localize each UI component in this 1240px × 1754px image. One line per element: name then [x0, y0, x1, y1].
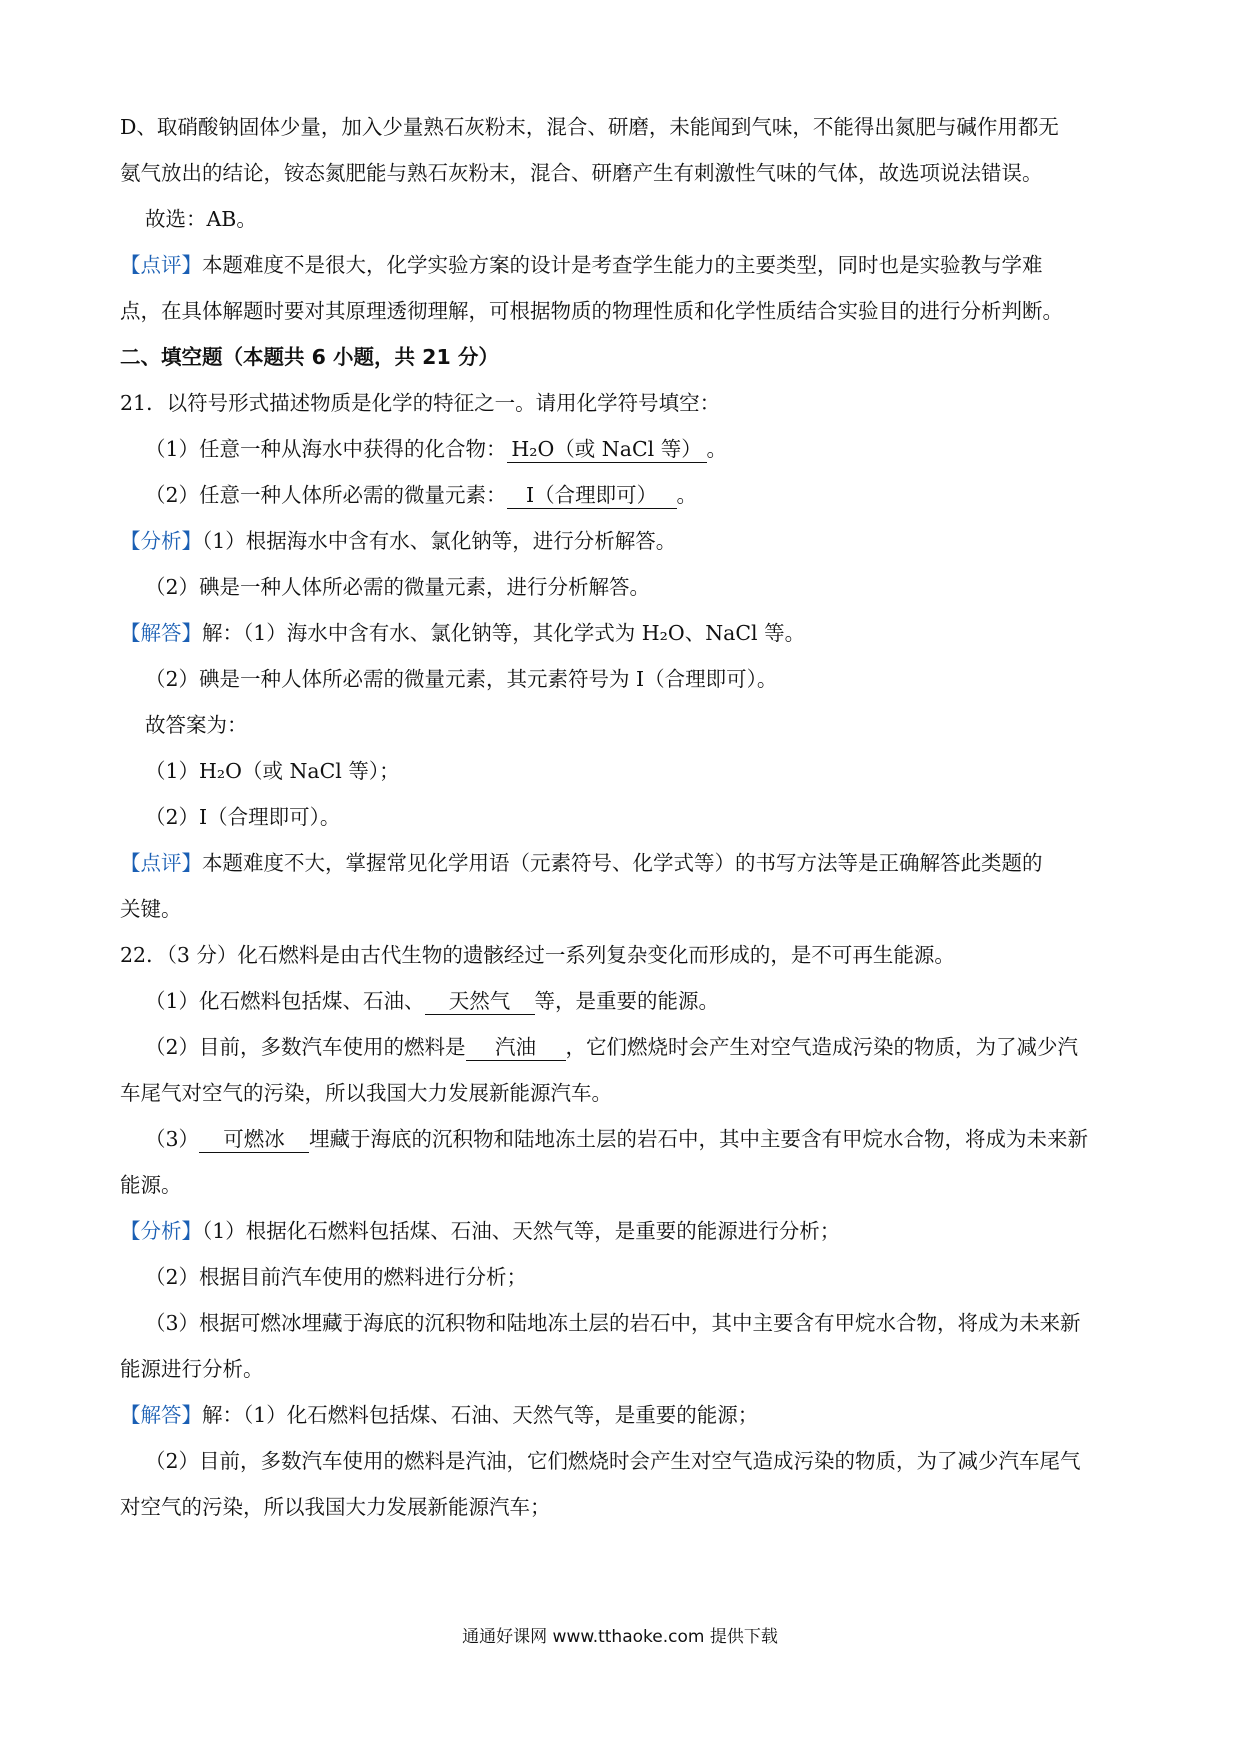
prompt-text: （1）任意一种从海水中获得的化合物： — [145, 437, 507, 461]
paragraph: （2）I（合理即可）。 — [145, 805, 341, 829]
answer-blank: 天然气 — [425, 988, 535, 1015]
paragraph: 对空气的污染，所以我国大力发展新能源汽车； — [120, 1495, 551, 1519]
answer-blank: 汽油 — [466, 1034, 566, 1061]
question-21: 21．以符号形式描述物质是化学的特征之一。请用化学符号填空： — [120, 391, 721, 415]
paragraph: D、取硝酸钠固体少量，加入少量熟石灰粉末，混合、研磨，未能闻到气味，不能得出氮肥与碱作用都无 — [120, 115, 1059, 139]
review-paragraph — [120, 848, 1043, 878]
paragraph: 氨气放出的结论，铵态氮肥能与熟石灰粉末，混合、研磨产生有刺激性气味的气体，故选项说法错误。 — [120, 161, 1043, 185]
paragraph: 点，在具体解题时要对其原理透彻理解，可根据物质的物理性质和化学性质结合实验目的进行分析判断。 — [120, 299, 1063, 323]
analysis-tag: 【分析】 — [120, 1219, 202, 1243]
question-21-part-1 — [145, 434, 727, 464]
answer-tag: 【解答】 — [120, 621, 202, 645]
paragraph: （2）碘是一种人体所必需的微量元素，其元素符号为 I（合理即可）。 — [145, 667, 778, 691]
prompt-end: ，它们燃烧时会产生对空气造成污染的物质，为了减少汽 — [565, 1035, 1079, 1059]
review-tag: 【点评】 — [120, 253, 202, 277]
paragraph: （2）根据目前汽车使用的燃料进行分析； — [145, 1265, 528, 1289]
section-heading: 二、填空题（本题共 6 小题，共 21 分） — [120, 345, 499, 369]
paragraph: （2）目前，多数汽车使用的燃料是汽油，它们燃烧时会产生对空气造成污染的物质，为了减少汽车尾气 — [145, 1449, 1081, 1473]
answer-paragraph — [120, 618, 805, 648]
answer-text: 解：（1）化石燃料包括煤、石油、天然气等，是重要的能源； — [202, 1403, 759, 1427]
question-22: 22．（3 分）化石燃料是由古代生物的遗骸经过一系列复杂变化而形成的，是不可再生能源。 — [120, 943, 955, 967]
prompt-text: （1）化石燃料包括煤、石油、 — [145, 989, 425, 1013]
analysis-tag: 【分析】 — [120, 529, 202, 553]
paragraph: （1）H₂O（或 NaCl 等）； — [145, 759, 400, 783]
paragraph: 关键。 — [120, 897, 182, 921]
answer-tag: 【解答】 — [120, 1403, 202, 1427]
question-21-part-2 — [145, 480, 697, 510]
review-tag: 【点评】 — [120, 851, 202, 875]
paragraph: 故选：AB。 — [145, 207, 257, 231]
answer-blank: I（合理即可） — [507, 482, 677, 509]
question-22-part-1 — [145, 986, 719, 1016]
review-paragraph — [120, 250, 1043, 280]
paragraph: 能源进行分析。 — [120, 1357, 264, 1381]
prompt-end: 。 — [676, 483, 698, 507]
review-text: 本题难度不大，掌握常见化学用语（元素符号、化学式等）的书写方法等是正确解答此类题的 — [202, 851, 1043, 875]
prompt-text: （2）目前，多数汽车使用的燃料是 — [145, 1035, 466, 1059]
paragraph: 故答案为： — [145, 713, 248, 737]
paragraph: （3）根据可燃冰埋藏于海底的沉积物和陆地冻土层的岩石中，其中主要含有甲烷水合物，将成为未来新 — [145, 1311, 1081, 1335]
answer-paragraph — [120, 1400, 758, 1430]
answer-blank: H₂O（或 NaCl 等） — [507, 436, 707, 463]
paragraph: 能源。 — [120, 1173, 182, 1197]
prompt-end: 埋藏于海底的沉积物和陆地冻土层的岩石中，其中主要含有甲烷水合物，将成为未来新 — [309, 1127, 1089, 1151]
prompt-text: （2）任意一种人体所必需的微量元素： — [145, 483, 507, 507]
prompt-end: 。 — [706, 437, 728, 461]
prompt-text: （3） — [145, 1127, 200, 1151]
review-text: 本题难度不是很大，化学实验方案的设计是考查学生能力的主要类型，同时也是实验教与学难 — [202, 253, 1043, 277]
analysis-text: （1）根据海水中含有水、氯化钠等，进行分析解答。 — [202, 529, 677, 553]
answer-text: 解：（1）海水中含有水、氯化钠等，其化学式为 H₂O、NaCl 等。 — [202, 621, 806, 645]
analysis-text: （1）根据化石燃料包括煤、石油、天然气等，是重要的能源进行分析； — [202, 1219, 841, 1243]
paragraph: 车尾气对空气的污染，所以我国大力发展新能源汽车。 — [120, 1081, 612, 1105]
paragraph: （2）碘是一种人体所必需的微量元素，进行分析解答。 — [145, 575, 651, 599]
answer-blank: 可燃冰 — [199, 1126, 309, 1153]
prompt-end: 等，是重要的能源。 — [534, 989, 720, 1013]
analysis-paragraph — [120, 526, 676, 556]
analysis-paragraph — [120, 1216, 840, 1246]
question-22-part-2 — [145, 1032, 1078, 1062]
question-22-part-3 — [145, 1124, 1088, 1154]
page-footer: 通通好课网 www.tthaoke.com 提供下载 — [462, 1627, 778, 1647]
